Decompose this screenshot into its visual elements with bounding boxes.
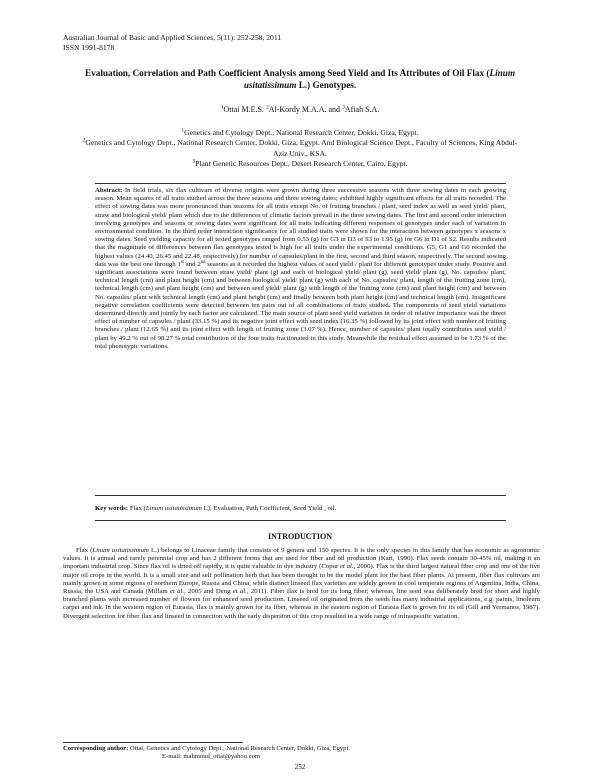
keywords-bottom-rule — [95, 520, 506, 521]
introduction-paragraph: Flax (Linum usitatissimum L.) belongs to Linaceae family that consists of 9 genera and 150 species. It is the only species in this family that has economic as agronomic values. It is annual and rarely perennial crop and has 2 different forms that are used for fiber and oil production (Kart, 1996). Flax seeds contain 30-45% oil, making it an important industrial crop. Since flax oil is dried off rapidly, it is quite valuable in dye industry (Copur et al., 2006). Flax is the third largest natural fiber crop and one of the five major oil crops in the world. It is a small size and self pollination herb that has been thought to be the model plant for the bast fiber plants. At present, fiber flax cultivars are mainly grown in some regions of northern Europe, Russia and China, while distinct linseed flax varieties are widely grown in cool temperate regions of Argentina, India, China, Russia, the USA and Canada (Millam et al., 2005 and Deng et al., 2011). Fiber flax is bred for its long fiber; whereas, line seed was deliberately bred for short and highly branched plants with increased number of flowers for enhanced seed production. Linseed oil originated from the seeds has many industrial applications, e.g. paints, linoleum carpet and ink. In the western region of Eurasia, flax is mainly grown for its fiber, whereas in the eastern region of Eurasia flax is grown for its oil (Gill and Yermanos, 1987). Divergent selection for fiber flax and linseed in connection with the early dispersion of this crop resulted in a wide range of infraspecific variation. — [63, 547, 540, 620]
keywords-label: Key words: — [95, 505, 129, 512]
journal-header — [63, 33, 281, 53]
abstract-top-rule — [95, 183, 506, 184]
section-heading-introduction: INTRODUCTION — [267, 532, 332, 541]
abstract: Abstract: In field trials, six flax cultivars of diverse origins were grown during three successive seasons with three sowing dates in each growing season. Mean squares of all traits studied across the three seasons and three sowing dates; exhibited highly significant effects for all traits recorded. The effect of sowing dates was more pronounced than seasons for all traits except No. of fruiting branches / plant, seed index as well as seed yield/ plant, straw and biological yield/ plant which due to the differences of climatic factors prevail in the three sowing dates. The first and second order interaction involving genotypes and seasons or sowing dates were significant for all traits indicating different responses of genotypes under each of variation in environmental condition. In the third order interaction significance for all studied traits were shown for the interaction between genotypes x seasons x sowing dates. Seed yielding capacity for all tested genotypes ranged from 0.53 (g) for G3 in D3 of S3 to 1.95 (g) for G6 in D1 of S2. Results indicated that the magnitude of differences between flax genotypes tested is high for all traits under the experimental conditions. G5, G1 and G6 recorded the highest values (24.40, 26.45 and 22.48, respectively) for number of capsules/plant in the first, second and third season, respectively. The second sowing date was the best one through 1st and 2nd seasons as it recorded the highest values of seed yield / plant for different genotypes under study. Positive and significant associations were found between straw yield/ plant (g) and each of biological yield/ plant (g), seed yield/ plant (g), No. capsules/ plant, technical length (cm) and plant height (cm) and between biological yield/ plant (g) with each of No. capsules/ plant, length of the fruiting zone (cm), technical length (cm) and plant height (cm) and between seed yield/ plant (g) with length of the fruiting zone (cm) and plant height (cm) and between No. capsules/ plant with technical length (cm) and plant height (cm) and finally between both plant height (cm) and technical length (cm). Insignificant negative correlation coefficients were detected between ten pairs out of all combinations of traits studied. The components of seed yield variations determined directly and jointly by each factor are calculated. The main source of plant seed yield variation in order of relative importance was the direct effect of number of capsules / plant (33.15 %) and its negative joint effect with seed index (16.35 %) followed by its joint effect with number of fruiting branches / plant (12.65 %) and its joint effect with length of fruiting zone (3.07 %). Hence, number of capsules/ plant totally contributes seed yield / plant by 49.2 % out of 98.27 % total contribution of the four traits fractionated in this study. Meanwhile the residual effect assumed to be 1.73 % of the total phenotypic variations. — [95, 187, 506, 350]
corresponding-author: Corresponding author: Ottai, Genetics and Cytology Dept., National Research Center, Dokki, Giza, Egypt. E-mail: mahmoud_ottai@yahoo.com — [63, 745, 350, 761]
affiliation-1: $^1$Genetics and Cytology Dept., National Research Center, Dokki, Giza, Egypt. — [181, 127, 419, 137]
page-number: 252 — [294, 763, 306, 771]
journal-citation: Australian Journal of Basic and Applied Sciences, 5(11): 252-258, 2011 — [63, 33, 282, 42]
affiliation-3: $^3$Plant Genetic Resources Dept., Desert Research Center, Cairo, Egypt. — [192, 158, 408, 169]
corresponding-email: E-mail: mahmoud_ottai@yahoo.com — [162, 753, 260, 761]
affiliation-2: $^2$Genetics and Cytology Dept., National Research Center, Dokki, Giza, Egypt. And Biological Science Dept., Faculty of Sciences, King Abdul-Aziz Univ., KSA. — [82, 137, 518, 158]
keywords: Key words: Flax (Linum usitatissimum L), Evaluation, Path Coefficient, Seed Yield , oil. — [95, 505, 337, 512]
paper-title: Evaluation, Correlation and Path Coefficient Analysis among Seed Yield and Its Attributes of Oil Flax (Linum usitatissimum L.) Genotypes. — [85, 68, 515, 90]
corresponding-author-label: Corresponding author: — [63, 745, 129, 752]
abstract-bottom-rule — [95, 495, 506, 496]
affiliations — [80, 128, 520, 170]
abstract-label: Abstract: — [95, 187, 123, 194]
footnote-rule — [63, 742, 243, 743]
journal-issn: ISSN 1991-8178 — [63, 43, 115, 52]
author-list: $^1$Ottai M.E.S. $^2$Al-Kordy M.A.A. and $^3$Afiah S.A. — [220, 104, 380, 114]
